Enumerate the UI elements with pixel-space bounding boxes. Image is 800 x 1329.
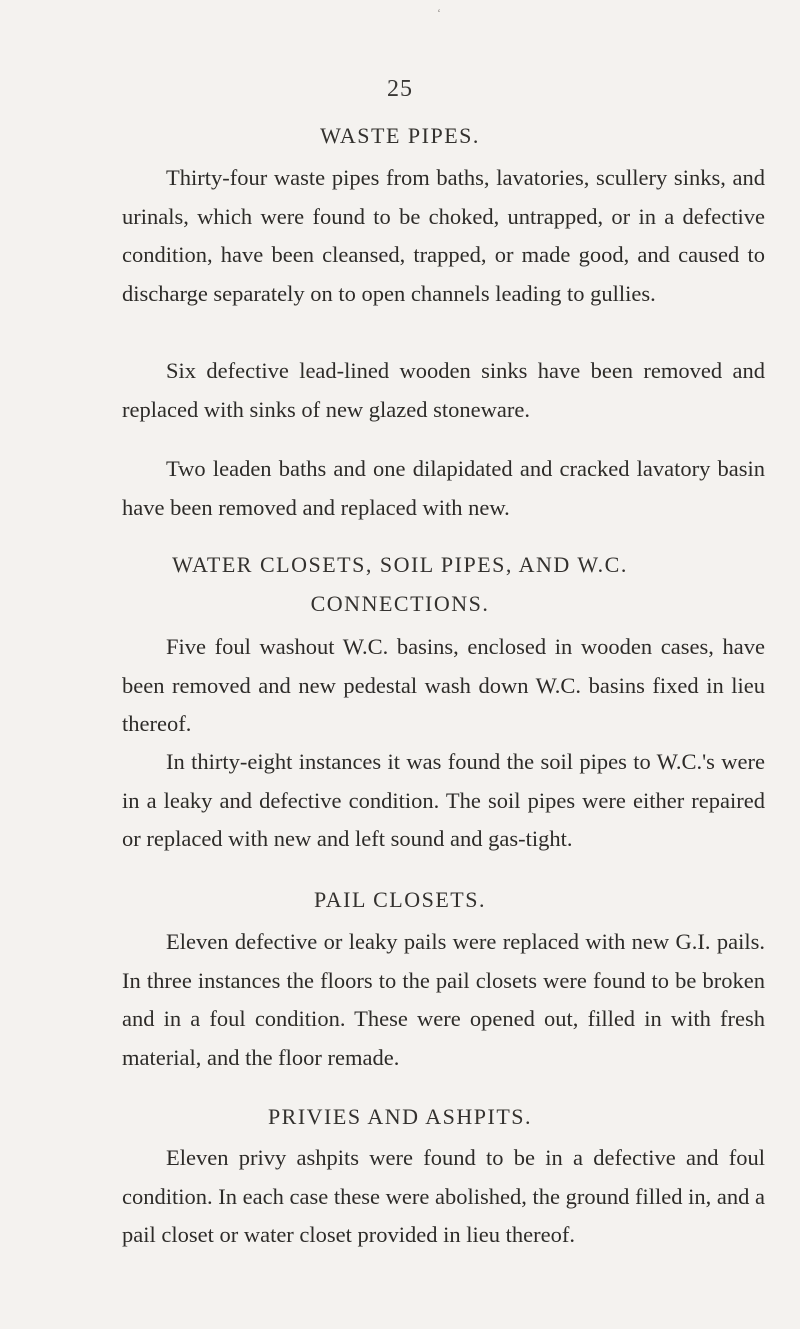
paragraph-pail-closets-1: Eleven defective or leaky pails were replaced with new G.I. pails. In three instances the floors to the pail closets were found to be broken and in a foul condition. These were opened out, filled in with fresh material, and the floor remade. <box>122 929 765 1070</box>
paragraph-waste-pipes-2: Six defective lead-lined wooden sinks have been removed and replaced with sinks of new glazed stoneware. <box>122 358 765 422</box>
paragraph-waste-pipes-3: Two leaden baths and one dilapidated and cracked lavatory basin have been removed and replaced with new. <box>122 456 765 520</box>
heading-privies-ashpits: PRIVIES AND ASHPITS. <box>267 1104 533 1129</box>
corner-mark: ‘ <box>437 6 441 20</box>
paragraph-waste-pipes-1: Thirty-four waste pipes from baths, lavatories, scullery sinks, and urinals, which were found to be choked, untrapped, or in a defective condition, have been cleansed, trapped, or made good, and caused to discharge separately on to open channels leading to gullies. <box>122 165 765 306</box>
paragraph-water-closets-2: In thirty-eight instances it was found the soil pipes to W.C.'s were in a leaky and defective condition. The soil pipes were either repaired or replaced with new and left sound and gas-tight. <box>122 749 765 851</box>
heading-waste-pipes: WASTE PIPES. <box>320 123 480 148</box>
heading-water-closets-line1: WATER CLOSETS, SOIL PIPES, AND W.C. <box>172 552 628 577</box>
heading-pail-closets: PAIL CLOSETS. <box>314 887 486 912</box>
heading-water-closets-line2: CONNECTIONS. <box>310 591 490 616</box>
paragraph-privies-ashpits-1: Eleven privy ashpits were found to be in a defective and foul condition. In each case these were abolished, the ground filled in, and a pail closet or water closet provided in lieu thereof. <box>122 1145 765 1247</box>
paragraph-water-closets-1: Five foul washout W.C. basins, enclosed in wooden cases, have been removed and new pedestal wash down W.C. basins fixed in lieu thereof. <box>122 634 765 736</box>
page-number: 25 <box>387 76 413 102</box>
